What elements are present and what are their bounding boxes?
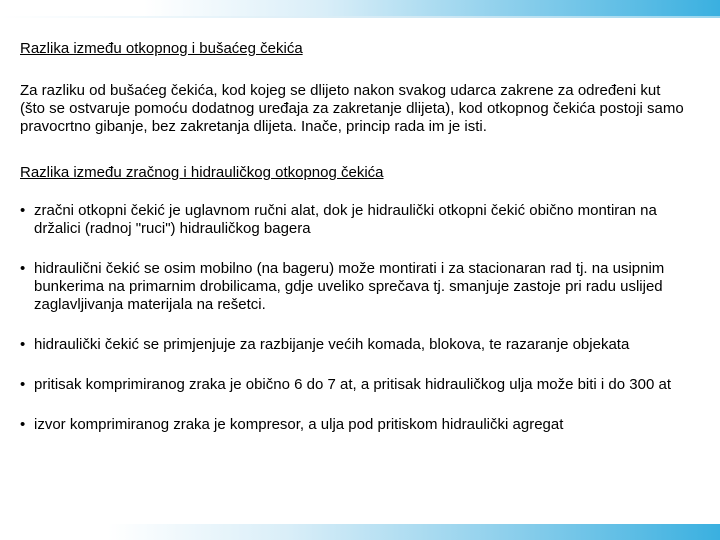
bullet-text: pritisak komprimiranog zraka je obično 6 do 7 at, a pritisak hidrauličkog ulja može biti i do 300 at <box>34 376 671 393</box>
paragraph-hammer-difference: Za razliku od bušaćeg čekića, kod kojeg se dlijeto nakon svakog udarca zakrene za određeni kut (što se ostvaruje pomoću dodatnog uređaja za zakretanje dlijeta), kod otkopnog čekića postoji samo pravocrtno gibanje, bez zakretanja dlijeta. Inače, princip rada im je isti. <box>20 82 684 135</box>
bullet-text: hidraulički čekić se primjenjuje za razbijanje većih komada, blokova, te razaranje objekata <box>34 336 630 353</box>
bullet-list <box>20 202 684 434</box>
bullet-text: zračni otkopni čekić je uglavnom ručni alat, dok je hidraulički otkopni čekić obično montiran na držalici (radnoj "ruci") hidrauličkog bagera <box>34 202 657 237</box>
bullet-item <box>20 336 684 354</box>
bullet-dot-icon: • <box>20 260 26 277</box>
bullet-text: hidraulični čekić se osim mobilno (na bageru) može montirati i za stacionaran rad tj. na usipnim bunkerima na primarnim drobilicama, gdje uveliko sprečava tj. smanjuje zastoje pri radu uslijed zaglavljivanja materijala na rešetci. <box>34 260 665 313</box>
bullet-item <box>20 416 684 434</box>
bullet-dot-icon: • <box>20 336 26 353</box>
bullet-item <box>20 376 684 394</box>
top-decorative-band <box>0 0 720 16</box>
bullet-dot-icon: • <box>20 202 26 219</box>
bottom-decorative-band <box>0 524 720 540</box>
bullet-text: izvor komprimiranog zraka je kompresor, a ulja pod pritiskom hidraulički agregat <box>34 416 564 433</box>
slide-content <box>20 40 684 456</box>
bullet-item <box>20 202 684 238</box>
heading-air-vs-hydraulic: Razlika između zračnog i hidrauličkog otkopnog čekića <box>20 164 384 181</box>
bullet-dot-icon: • <box>20 416 26 433</box>
bullet-item <box>20 260 684 314</box>
heading-hammer-difference: Razlika između otkopnog i bušaćeg čekića <box>20 40 303 57</box>
bullet-dot-icon: • <box>20 376 26 393</box>
